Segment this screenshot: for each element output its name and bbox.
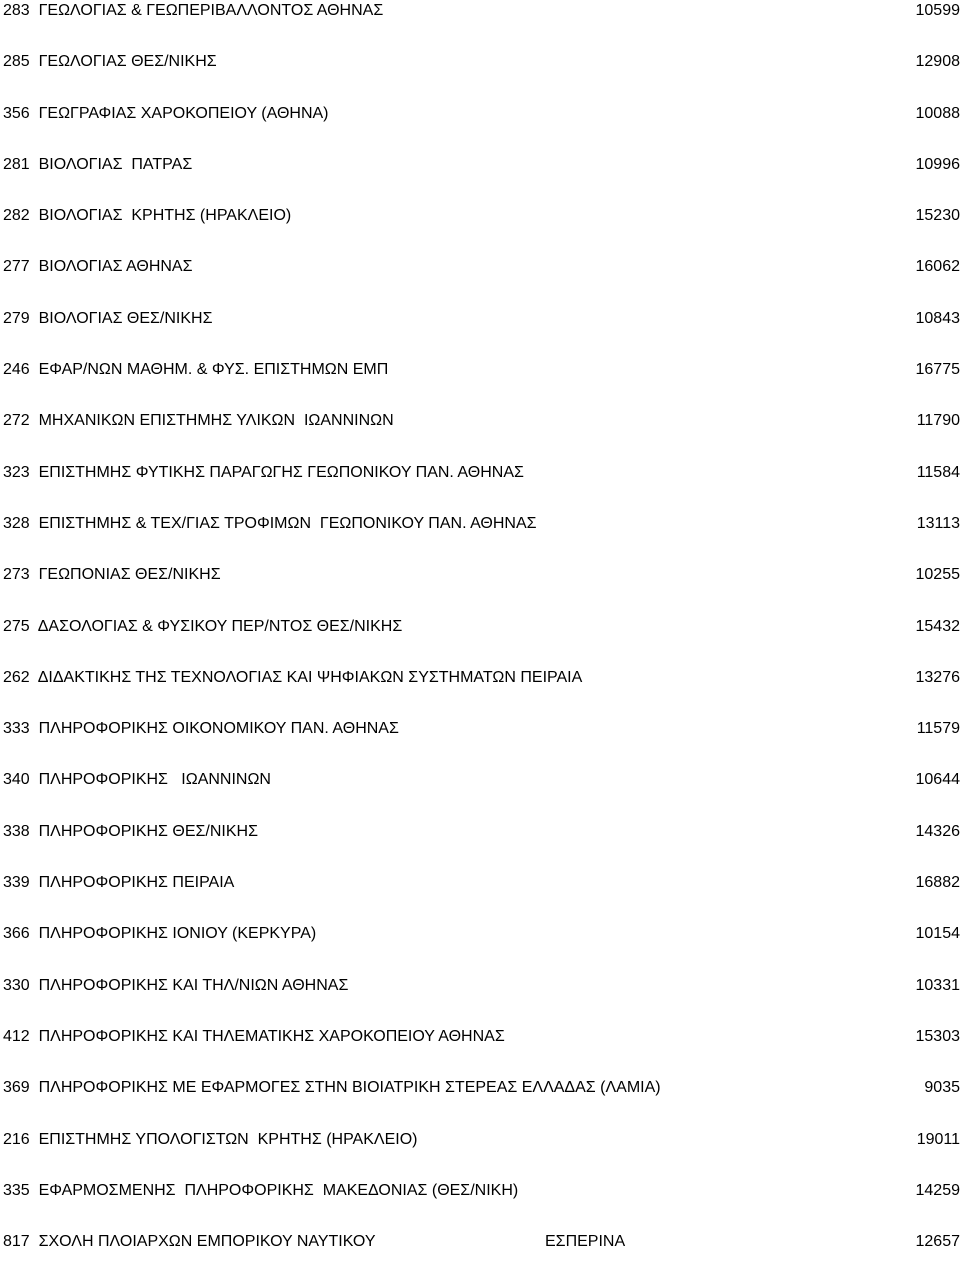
department-score: 10996 — [916, 154, 960, 176]
list-item — [0, 359, 960, 410]
list-item — [0, 564, 960, 615]
department-score: 10331 — [916, 975, 960, 997]
list-item — [0, 103, 960, 154]
department-score: 11790 — [917, 410, 960, 432]
list-item — [0, 0, 960, 51]
list-item — [0, 1180, 960, 1231]
evening-label: ΕΣΠΕΡΙΝΑ — [545, 1231, 625, 1253]
list-item — [0, 616, 960, 667]
list-item — [0, 1231, 960, 1282]
list-item — [0, 1129, 960, 1180]
list-item — [0, 667, 960, 718]
department-label: 282 ΒΙΟΛΟΓΙΑΣ ΚΡΗΤΗΣ (ΗΡΑΚΛΕΙΟ) — [3, 205, 291, 227]
list-item — [0, 205, 960, 256]
list-item — [0, 1026, 960, 1077]
department-label: 366 ΠΛΗΡΟΦΟΡΙΚΗΣ ΙΟΝΙΟΥ (ΚΕΡΚΥΡΑ) — [3, 923, 316, 945]
department-score: 14326 — [916, 821, 960, 843]
department-label: 323 ΕΠΙΣΤΗΜΗΣ ΦΥΤΙΚΗΣ ΠΑΡΑΓΩΓΗΣ ΓΕΩΠΟΝΙΚΟΥ ΠΑΝ. ΑΘΗΝΑΣ — [3, 462, 524, 484]
department-label: 412 ΠΛΗΡΟΦΟΡΙΚΗΣ ΚΑΙ ΤΗΛΕΜΑΤΙΚΗΣ ΧΑΡΟΚΟΠΕΙΟΥ ΑΘΗΝΑΣ — [3, 1026, 505, 1048]
department-score: 15303 — [916, 1026, 960, 1048]
department-score: 19011 — [917, 1129, 960, 1151]
list-item — [0, 256, 960, 307]
department-label: 339 ΠΛΗΡΟΦΟΡΙΚΗΣ ΠΕΙΡΑΙΑ — [3, 872, 234, 894]
list-item — [0, 308, 960, 359]
list-item — [0, 872, 960, 923]
department-label: 283 ΓΕΩΛΟΓΙΑΣ & ΓΕΩΠΕΡΙΒΑΛΛΟΝΤΟΣ ΑΘΗΝΑΣ — [3, 0, 383, 22]
department-label: 328 ΕΠΙΣΤΗΜΗΣ & ΤΕΧ/ΓΙΑΣ ΤΡΟΦΙΜΩΝ ΓΕΩΠΟΝΙΚΟΥ ΠΑΝ. ΑΘΗΝΑΣ — [3, 513, 537, 535]
department-score: 9035 — [924, 1077, 960, 1099]
department-label: 277 ΒΙΟΛΟΓΙΑΣ ΑΘΗΝΑΣ — [3, 256, 193, 278]
department-score: 16882 — [916, 872, 960, 894]
list-item — [0, 154, 960, 205]
department-score: 15230 — [916, 205, 960, 227]
department-label: 369 ΠΛΗΡΟΦΟΡΙΚΗΣ ΜΕ ΕΦΑΡΜΟΓΕΣ ΣΤΗΝ ΒΙΟΙΑΤΡΙΚΗ ΣΤΕΡΕΑΣ ΕΛΛΑΔΑΣ (ΛΑΜΙΑ) — [3, 1077, 661, 1099]
department-score: 13276 — [916, 667, 960, 689]
department-label: 246 ΕΦΑΡ/ΝΩΝ ΜΑΘΗΜ. & ΦΥΣ. ΕΠΙΣΤΗΜΩΝ ΕΜΠ — [3, 359, 388, 381]
department-label: 330 ΠΛΗΡΟΦΟΡΙΚΗΣ ΚΑΙ ΤΗΛ/ΝΙΩΝ ΑΘΗΝΑΣ — [3, 975, 348, 997]
department-score: 10088 — [916, 103, 960, 125]
department-label: 285 ΓΕΩΛΟΓΙΑΣ ΘΕΣ/ΝΙΚΗΣ — [3, 51, 217, 73]
list-item — [0, 1077, 960, 1128]
department-label: 216 ΕΠΙΣΤΗΜΗΣ ΥΠΟΛΟΓΙΣΤΩΝ ΚΡΗΤΗΣ (ΗΡΑΚΛΕΙΟ) — [3, 1129, 417, 1151]
department-score: 13113 — [917, 513, 960, 535]
department-label: 335 ΕΦΑΡΜΟΣΜΕΝΗΣ ΠΛΗΡΟΦΟΡΙΚΗΣ ΜΑΚΕΔΟΝΙΑΣ (ΘΕΣ/ΝΙΚΗ) — [3, 1180, 518, 1202]
list-item — [0, 462, 960, 513]
list-item — [0, 923, 960, 974]
department-label: 275 ΔΑΣΟΛΟΓΙΑΣ & ΦΥΣΙΚΟΥ ΠΕΡ/ΝΤΟΣ ΘΕΣ/ΝΙΚΗΣ — [3, 616, 402, 638]
department-label: 338 ΠΛΗΡΟΦΟΡΙΚΗΣ ΘΕΣ/ΝΙΚΗΣ — [3, 821, 258, 843]
department-label: 279 ΒΙΟΛΟΓΙΑΣ ΘΕΣ/ΝΙΚΗΣ — [3, 308, 213, 330]
department-label: 356 ΓΕΩΓΡΑΦΙΑΣ ΧΑΡΟΚΟΠΕΙΟΥ (ΑΘΗΝΑ) — [3, 103, 329, 125]
department-score: 12657 — [916, 1231, 960, 1253]
department-score: 16775 — [916, 359, 960, 381]
department-score: 12908 — [916, 51, 960, 73]
department-label: 817 ΣΧΟΛΗ ΠΛΟΙΑΡΧΩΝ ΕΜΠΟΡΙΚΟΥ ΝΑΥΤΙΚΟΥ — [3, 1231, 376, 1253]
department-label: 262 ΔΙΔΑΚΤΙΚΗΣ ΤΗΣ ΤΕΧΝΟΛΟΓΙΑΣ ΚΑΙ ΨΗΦΙΑΚΩΝ ΣΥΣΤΗΜΑΤΩΝ ΠΕΙΡΑΙΑ — [3, 667, 582, 689]
department-score: 10255 — [916, 564, 960, 586]
department-score: 10154 — [916, 923, 960, 945]
department-label: 340 ΠΛΗΡΟΦΟΡΙΚΗΣ ΙΩΑΝΝΙΝΩΝ — [3, 769, 271, 791]
department-label: 281 ΒΙΟΛΟΓΙΑΣ ΠΑΤΡΑΣ — [3, 154, 192, 176]
department-label: 273 ΓΕΩΠΟΝΙΑΣ ΘΕΣ/ΝΙΚΗΣ — [3, 564, 221, 586]
department-score: 10644 — [916, 769, 960, 791]
list-item — [0, 410, 960, 461]
list-item — [0, 513, 960, 564]
department-score: 10599 — [916, 0, 960, 22]
department-score: 15432 — [916, 616, 960, 638]
list-item — [0, 718, 960, 769]
department-score: 14259 — [916, 1180, 960, 1202]
department-score: 10843 — [916, 308, 960, 330]
list-item — [0, 51, 960, 102]
department-label: 333 ΠΛΗΡΟΦΟΡΙΚΗΣ ΟΙΚΟΝΟΜΙΚΟΥ ΠΑΝ. ΑΘΗΝΑΣ — [3, 718, 399, 740]
list-item — [0, 975, 960, 1026]
department-score: 11579 — [917, 718, 960, 740]
list-item — [0, 821, 960, 872]
list-item — [0, 769, 960, 820]
department-score: 11584 — [917, 462, 960, 484]
department-label: 272 ΜΗΧΑΝΙΚΩΝ ΕΠΙΣΤΗΜΗΣ ΥΛΙΚΩΝ ΙΩΑΝΝΙΝΩΝ — [3, 410, 394, 432]
department-score: 16062 — [916, 256, 960, 278]
